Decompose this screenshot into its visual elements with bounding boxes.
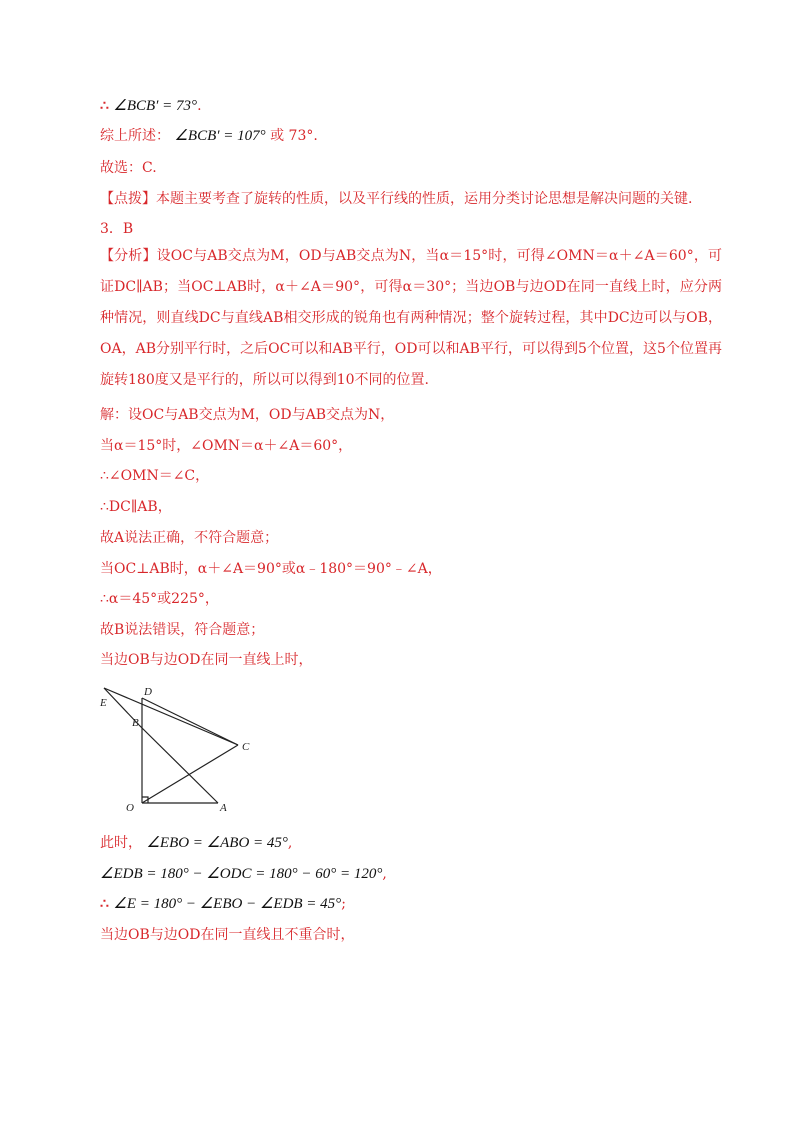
- solution-line-6: 当OC⊥AB时，α＋∠A＝90°或α﹣180°＝90°﹣∠A，: [100, 561, 442, 577]
- question-3-answer: 3．B: [100, 221, 134, 237]
- line-edb: [100, 864, 387, 884]
- at-this-time: 此时，: [100, 835, 142, 851]
- comma: ,: [382, 866, 387, 882]
- therefore-symbol: ∴: [100, 98, 109, 114]
- label-a: A: [220, 802, 227, 814]
- solution-line-5: 故A说法正确，不符合题意；: [100, 530, 279, 546]
- analysis-text: 设OC与AB交点为M，OD与AB交点为N，当α＝15°时，可得∠OMN＝α＋∠A＝60°，可证DC∥AB；当OC⊥AB时，α＋∠A＝90°，可得α＝30°；当边OB与边OD在同一直线上时，应分两种情况，则直线DC与直线AB相交形成的锐角也有两种情况；整个旋转过程，其中DC边可以与OB，OA，AB分别平行时，之后OC可以和AB平行，OD可以和AB平行，可以得到5个位置，这5个位置再旋转180度又是平行的，所以可以得到10不同的位置.: [100, 248, 722, 388]
- solution-line-8: 故B说法错误，符合题意；: [100, 622, 265, 638]
- line-angle-e: [100, 894, 346, 914]
- solution-line-1: 解：设OC与AB交点为M，OD与AB交点为N，: [100, 407, 395, 423]
- line-not-coincide: 当边OB与边OD在同一直线且不重合时，: [100, 927, 355, 943]
- line-ebo: [100, 833, 292, 853]
- tip-text: 本题主要考查了旋转的性质，以及平行线的性质，运用分类讨论思想是解决问题的关键.: [156, 191, 693, 207]
- label-b: B: [132, 717, 139, 729]
- tip-label: 【点拨】: [100, 191, 156, 207]
- analysis-paragraph: [100, 241, 722, 396]
- segment-ec: [104, 688, 238, 745]
- segment-oc: [142, 745, 238, 803]
- formula-bcb-73: ∠BCB′ = 73°: [113, 98, 198, 114]
- formula-bcb-107: ∠BCB′ = 107°: [174, 128, 266, 144]
- label-c: C: [242, 741, 250, 753]
- solution-line-4: ∴DC∥AB，: [100, 499, 172, 515]
- formula-angle-e: ∠E = 180° − ∠EBO − ∠EDB = 45°: [113, 896, 342, 912]
- line-summary: [100, 126, 318, 146]
- line-angle-bcb-73: [100, 96, 202, 116]
- semicolon: ;: [341, 896, 346, 912]
- solution-line-2: 当α＝15°时，∠OMN＝α＋∠A＝60°，: [100, 438, 353, 454]
- formula-ebo: ∠EBO = ∠ABO = 45°: [146, 835, 288, 851]
- formula-edb: ∠EDB = 180° − ∠ODC = 180° − 60° = 120°: [100, 866, 383, 882]
- solution-line-7: ∴α＝45°或225°，: [100, 591, 219, 607]
- line-answer-c: 故选：C.: [100, 160, 157, 176]
- comma: ,: [287, 835, 293, 851]
- label-d: D: [144, 686, 152, 698]
- summary-tail: 或 73°.: [270, 128, 318, 144]
- segment-dc: [142, 698, 238, 745]
- period: .: [197, 98, 202, 114]
- solution-line-9: 当边OB与边OD在同一直线上时，: [100, 652, 313, 668]
- label-o: O: [126, 802, 134, 814]
- solution-line-3: ∴∠OMN＝∠C，: [100, 468, 210, 484]
- analysis-label: 【分析】: [100, 248, 157, 264]
- therefore-symbol: ∴: [100, 896, 109, 912]
- geometry-figure: [96, 680, 266, 815]
- summary-label: 综上所述：: [100, 128, 170, 144]
- label-e: E: [100, 697, 107, 709]
- line-tip: [100, 189, 692, 209]
